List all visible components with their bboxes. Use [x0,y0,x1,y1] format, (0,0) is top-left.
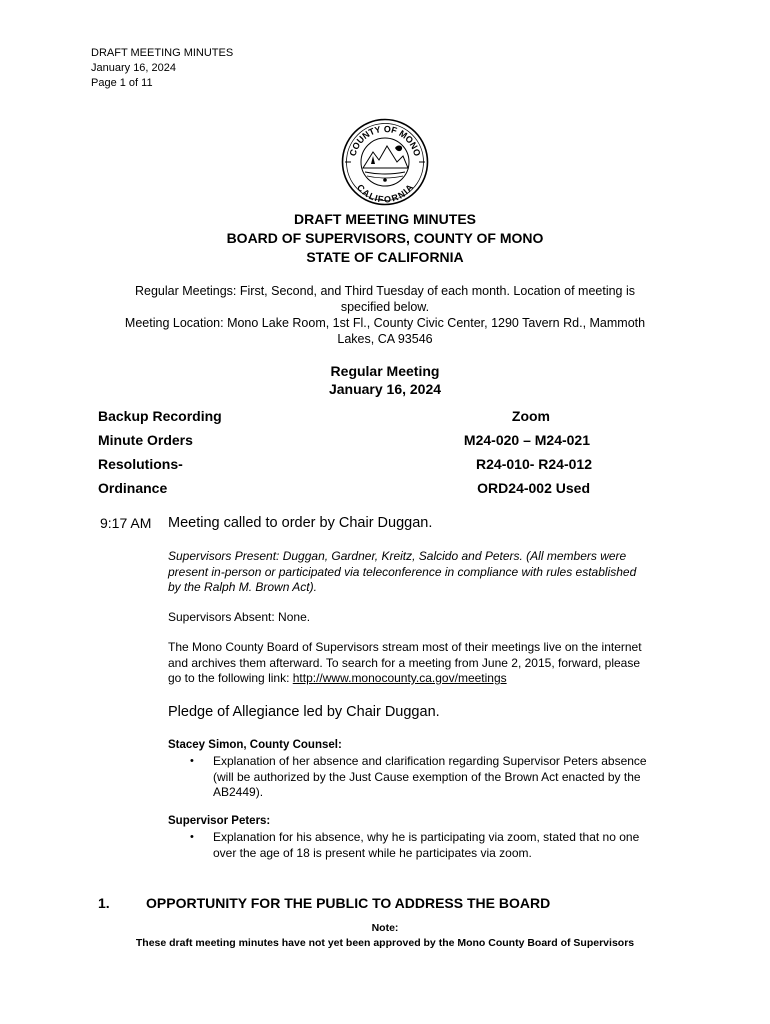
record-value: M24-020 – M24-021 [463,432,590,448]
meeting-type: Regular Meeting [330,363,440,379]
supervisors-present: Supervisors Present: Duggan, Gardner, Kreitz, Salcido and Peters. (All members were present in-person or participated via teleconference in compliance with rules established by the Ralph M. Brown Act). [168,549,637,594]
header-date: January 16, 2024 [91,62,177,74]
regular-meetings-line1: Regular Meetings: First, Second, and Third Tuesday of each month. Location of meeting is [134,284,636,298]
document-title-line3: STATE OF CALIFORNIA [306,249,464,265]
svg-text:CALIFORNIA: CALIFORNIA [354,182,416,205]
header-page-number: Page 1 of 11 [91,77,153,89]
footer-note-text: These draft meeting minutes have not yet been approved by the Mono County Board of Supervisors [135,937,635,949]
record-label: Backup Recording [98,408,222,424]
meeting-location-line2: Lakes, CA 93546 [337,332,433,346]
footer-note-label: Note: [371,922,399,934]
record-row [98,432,598,448]
meeting-date: January 16, 2024 [328,381,442,397]
bullet-icon: • [190,755,194,767]
call-to-order-time: 9:17 AM [100,515,152,531]
pledge-text: Pledge of Allegiance led by Chair Duggan. [168,704,440,720]
meetings-link[interactable]: http://www.monocounty.ca.gov/meetings [292,671,507,685]
svg-text:COUNTY OF MONO: COUNTY OF MONO [347,123,423,158]
meeting-location-line1: Meeting Location: Mono Lake Room, 1st Fl., County Civic Center, 1290 Tavern Rd., Mammoth [124,316,646,330]
record-row [98,480,598,496]
record-value: R24-010- R24-012 [476,456,592,472]
call-to-order-text: Meeting called to order by Chair Duggan. [168,515,433,531]
stream-paragraph: The Mono County Board of Supervisors stream most of their meetings live on the internet and archives them afterward. To search for a meeting from June 2, 2015, forward, please go to the following link: http://www.monocounty.ca.gov/meetings [168,640,642,685]
record-label: Minute Orders [98,432,193,448]
document-title-line2: BOARD OF SUPERVISORS, COUNTY OF MONO [226,230,544,246]
record-label: Ordinance [98,480,168,496]
section-title: OPPORTUNITY FOR THE PUBLIC TO ADDRESS THE BOARD [146,895,551,911]
record-row [98,408,598,424]
document-title-line1: DRAFT MEETING MINUTES [294,211,476,227]
bullet-icon: • [190,831,194,843]
header-title: DRAFT MEETING MINUTES [91,47,234,59]
peters-bullet-text: Explanation for his absence, why he is participating via zoom, stated that no one over the age of 18 is present while he participates via zoom. [213,830,640,860]
counsel-heading: Stacey Simon, County Counsel: [168,739,342,751]
peters-heading: Supervisor Peters: [168,815,271,827]
supervisors-absent: Supervisors Absent: None. [168,610,311,624]
record-label: Resolutions- [98,456,183,472]
counsel-bullet-text: Explanation of her absence and clarification regarding Supervisor Peters absence (will be authorized by the Just Cause exemption of the Brown Act enacted by the AB2449). [213,754,647,799]
record-value: Zoom [511,408,550,424]
regular-meetings-line2: specified below. [340,300,430,314]
record-value: ORD24-002 Used [477,480,590,496]
record-row [98,456,598,472]
section-number: 1. [98,895,110,911]
county-seal-icon [341,118,429,206]
